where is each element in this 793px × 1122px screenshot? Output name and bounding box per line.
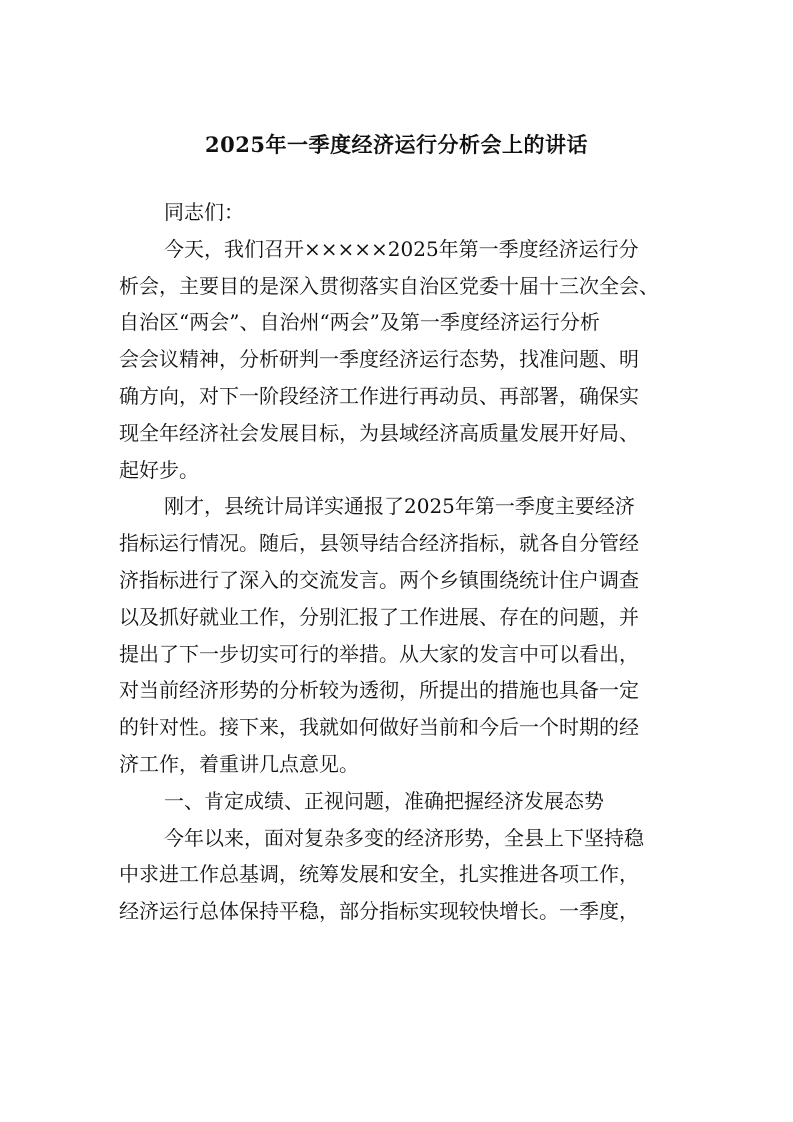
paragraph-line: 提出了下一步切实可行的举措。从大家的发言中可以看出， <box>119 641 639 666</box>
paragraph-line: 现全年经济社会发展目标，为县域经济高质量发展开好局、 <box>119 420 639 445</box>
paragraph-line: 对当前经济形势的分析较为透彻，所提出的措施也具备一定 <box>119 678 639 703</box>
paragraph-line: 起好步。 <box>119 457 199 482</box>
paragraph-line: 济指标进行了深入的交流发言。两个乡镇围绕统计住户调查 <box>119 567 639 592</box>
paragraph-line: 今年以来，面对复杂多变的经济形势，全县上下坚持稳 <box>164 825 644 850</box>
paragraph-line: 中求进工作总基调，统筹发展和安全，扎实推进各项工作， <box>119 862 639 887</box>
paragraph-line: 的针对性。接下来，我就如何做好当前和今后一个时期的经 <box>119 715 639 740</box>
paragraph-line: 析会，主要目的是深入贯彻落实自治区党委十届十三次全会、 <box>119 273 659 298</box>
document-title: 2025年一季度经济运行分析会上的讲话 <box>205 132 588 157</box>
paragraph-line: 确方向，对下一阶段经济工作进行再动员、再部署，确保实 <box>119 383 639 408</box>
paragraph-line: 自治区“两会”、自治州“两会”及第一季度经济运行分析 <box>119 310 600 335</box>
paragraph-line: 刚才，县统计局详实通报了2025年第一季度主要经济 <box>164 494 635 519</box>
salutation: 同志们： <box>164 200 244 224</box>
document-body <box>119 194 685 930</box>
paragraph-line: 经济运行总体保持平稳，部分指标实现较快增长。一季度， <box>119 899 639 924</box>
paragraph-line: 会会议精神，分析研判一季度经济运行态势，找准问题、明 <box>119 347 639 372</box>
paragraph-line: 济工作，着重讲几点意见。 <box>119 751 359 776</box>
paragraph-line: 指标运行情况。随后，县领导结合经济指标，就各自分管经 <box>119 531 639 556</box>
paragraph-line: 今天，我们召开×××××2025年第一季度经济运行分 <box>164 236 639 261</box>
section-heading: 一、肯定成绩、正视问题，准确把握经济发展态势 <box>164 788 604 813</box>
paragraph-line: 以及抓好就业工作，分别汇报了工作进展、存在的问题，并 <box>119 604 639 629</box>
